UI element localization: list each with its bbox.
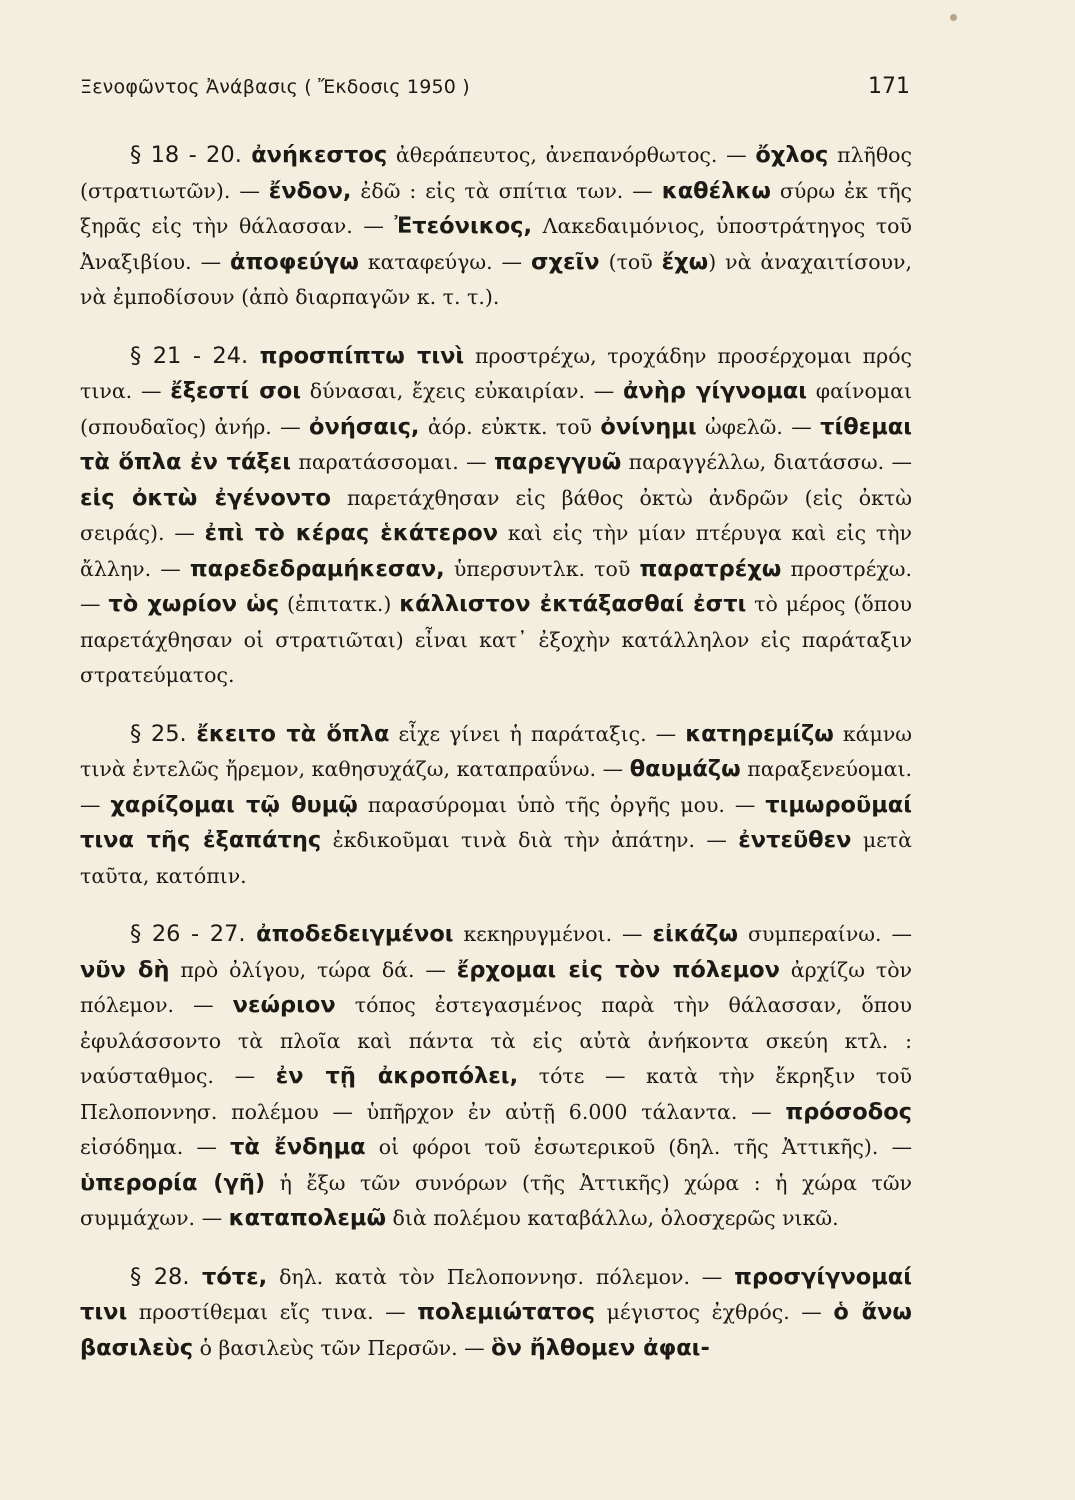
headword: ἀποφεύγω: [230, 248, 359, 275]
headword: εἰκάζω: [652, 921, 739, 947]
gloss-text: ὠφελῶ. —: [696, 414, 821, 439]
headword: ὀνίνημι: [600, 413, 697, 440]
headword: πρόσοδος: [785, 1098, 912, 1125]
headword: παρατρέχω: [639, 555, 782, 582]
gloss-text: ) νὰ ἀναχαιτίσουν, νὰ ἐμποδίσουν (ἀπὸ διαρπαγῶν κ. τ. τ.).: [80, 249, 912, 309]
gloss-text: καὶ εἰς τὴν μίαν πτέρυγα καὶ εἰς τὴν ἄλλην. —: [80, 521, 912, 581]
paragraph-25: [80, 717, 912, 895]
section-marker: § 28.: [130, 1263, 202, 1290]
gloss-text: πλῆθος (στρατιωτῶν). —: [80, 143, 913, 203]
gloss-text: ἀόρ. εὐκτκ. τοῦ: [419, 414, 601, 439]
headword: ἔνδον,: [268, 177, 352, 204]
ink-speck: [950, 14, 957, 21]
gloss-text: φαίνομαι (σπουδαῖος) ἀνήρ. —: [80, 379, 912, 439]
gloss-text: καταφεύγω. —: [358, 249, 531, 274]
gloss-text: ὑπερσυντλκ. τοῦ: [444, 556, 640, 581]
headword: ἐπὶ τὸ κέρας ἑκάτερον: [204, 520, 499, 546]
section-marker: § 26 - 27.: [130, 921, 257, 947]
gloss-text: σύρω ἐκ τῆς ξηρᾶς εἰς τὴν θάλασσαν. —: [80, 178, 912, 238]
gloss-text: παρασύρομαι ὑπὸ τῆς ὀργῆς μου. —: [357, 792, 766, 817]
gloss-text: εἰσόδημα. —: [80, 1135, 231, 1159]
headword: παρεδεδραμήκεσαν,: [189, 555, 445, 582]
headword: ἀποδεδειγμένοι: [256, 921, 454, 947]
gloss-text: ἀρχίζω τὸν πόλεμον. —: [80, 957, 912, 1017]
gloss-text: δηλ. κατὰ τὸν Πελοποννησ. πόλεμον. —: [267, 1264, 735, 1289]
page-number: 171: [868, 74, 910, 99]
headword: πολεμιώτατος: [417, 1299, 596, 1325]
gloss-text: δύνασαι, ἔχεις εὐκαιρίαν. —: [301, 379, 624, 403]
headword: προσγίγνομαί τινι: [80, 1263, 913, 1325]
headword: ἔξεστί σοι: [170, 378, 302, 404]
headword: ὀνήσαις,: [309, 413, 420, 440]
headword: τότε,: [201, 1263, 268, 1290]
gloss-text: συμπεραίνω. —: [738, 922, 912, 946]
gloss-text: Λακεδαιμόνιος, ὑποστράτηγος τοῦ Ἀναξιβίου. —: [80, 214, 912, 274]
headword: ἔχω: [661, 248, 709, 275]
headword: ἔκειτο τὰ ὅπλα: [196, 720, 390, 747]
gloss-text: (ἐπιτατκ.): [279, 592, 400, 616]
headword: ἐντεῦθεν: [738, 827, 852, 853]
headword: νῦν δὴ: [80, 956, 170, 983]
gloss-text: τότε — κατὰ τὴν ἔκρηξιν τοῦ Πελοποννησ. πολέμου — ὑπῆρχον ἐν αὐτῇ 6.000 τάλαντα. —: [80, 1064, 912, 1124]
headword: σχεῖν: [530, 248, 600, 275]
headword: ὁ ἄνω βασιλεὺς: [80, 1299, 912, 1361]
gloss-text: προστίθεμαι εἴς τινα. —: [127, 1300, 418, 1324]
gloss-text: παρετάχθησαν εἰς βάθος ὀκτὼ ἀνδρῶν (εἰς ὀκτὼ σειράς). —: [80, 485, 912, 545]
headword: κάλλιστον ἐκτάξασθαί ἐστι: [399, 591, 747, 617]
headword: ἀνὴρ γίγνομαι: [623, 378, 807, 404]
gloss-text: ἐκδικοῦμαι τινὰ διὰ τὴν ἀπάτην. —: [321, 828, 739, 852]
gloss-text: ὁ βασιλεὺς τῶν Περσῶν. —: [193, 1335, 492, 1360]
gloss-text: εἶχε γίνει ἡ παράταξις. —: [389, 721, 686, 746]
headword: τιμωροῦμαί τινα τῆς ἐξαπάτης: [80, 791, 912, 853]
gloss-text: πρὸ ὀλίγου, τώρα δά. —: [169, 957, 457, 982]
gloss-text: κεκηρυγμένοι. —: [453, 922, 653, 946]
gloss-text: παρατάσσομαι. —: [291, 450, 494, 474]
gloss-text: διὰ πολέμου καταβάλλω, ὁλοσχερῶς νικῶ.: [386, 1206, 839, 1230]
gloss-text: μέγιστος ἐχθρός. —: [595, 1300, 834, 1324]
headword: ὃν ἤλθομεν ἀφαι-: [491, 1334, 710, 1361]
headword: παρεγγυῶ: [493, 449, 622, 475]
paragraph-18-20: [80, 138, 912, 316]
running-title: Ξενοφῶντος Ἀνάβασις ( Ἔκδοσις 1950 ): [80, 76, 470, 98]
headword: χαρίζομαι τῷ θυμῷ: [110, 791, 358, 818]
gloss-text: παραξενεύομαι. —: [80, 757, 912, 817]
gloss-text: παραγγέλλω, διατάσσω. —: [621, 450, 912, 474]
gloss-text: ἐδῶ : εἰς τὰ σπίτια των. —: [351, 178, 662, 203]
headword: ἐν τῇ ἀκροπόλει,: [275, 1063, 519, 1089]
section-marker: § 25.: [130, 720, 197, 747]
gloss-text: προστρέχω. —: [80, 556, 913, 616]
headword: καταπολεμῶ: [228, 1205, 386, 1231]
headword: ἔρχομαι εἰς τὸν πόλεμον: [456, 956, 780, 983]
section-marker: § 18 - 20.: [130, 142, 252, 168]
gloss-text: τὸ μέρος (ὅπου παρετάχθησαν οἱ στρατιῶται) εἶναι κατ᾽ ἐξοχὴν κατάλληλον εἰς παράταξιν στρατεύματος.: [80, 592, 912, 687]
paragraph-21-24: [80, 339, 912, 694]
headword: προσπίπτω τινὶ: [259, 342, 465, 369]
gloss-text: ἀθεράπευτος, ἀνεπανόρθωτος. —: [387, 143, 756, 167]
gloss-text: (τοῦ: [599, 249, 662, 274]
gloss-text: τόπος ἐστεγασμένος παρὰ τὴν θάλασσαν, ὅπου ἐφυλάσσοντο τὰ πλοῖα καὶ πάντα τὰ εἰς αὐτὰ ἀνήκοντα σκεύη κτλ. : ναύσταθμος. —: [80, 993, 912, 1088]
headword: τίθεμαι τὰ ὅπλα ἐν τάξει: [80, 413, 912, 475]
headword: τὸ χωρίον ὡς: [108, 591, 280, 617]
gloss-text: μετὰ ταῦτα, κατόπιν.: [80, 828, 912, 888]
headword: Ἐτεόνικος,: [394, 213, 533, 239]
gloss-text: κάμνω τινὰ ἐντελῶς ἤρεμον, καθησυχάζω, καταπραΰνω. —: [80, 721, 912, 781]
section-marker: § 21 - 24.: [130, 342, 260, 369]
headword: κατηρεμίζω: [685, 720, 834, 747]
headword: ὄχλος: [755, 142, 829, 168]
gloss-text: ἡ ἔξω τῶν συνόρων (τῆς Ἀττικῆς) χώρα : ἡ χώρα τῶν συμμάχων. —: [80, 1170, 912, 1230]
paragraph-26-27: [80, 917, 912, 1237]
headword: καθέλκω: [661, 177, 771, 204]
gloss-text: προστρέχω, τροχάδην προσέρχομαι πρός τινα. —: [80, 343, 913, 403]
headword: ἀνήκεστος: [251, 142, 388, 168]
paragraph-28: [80, 1260, 912, 1367]
headword: νεώριον: [232, 992, 336, 1018]
glossary-body: [80, 138, 912, 1389]
headword: θαυμάζω: [629, 756, 741, 782]
gloss-text: οἱ φόροι τοῦ ἐσωτερικοῦ (δηλ. τῆς Ἀττικῆς). —: [365, 1135, 912, 1159]
headword: εἰς ὀκτὼ ἐγένοντο: [80, 484, 331, 511]
headword: ὑπερορία (γῆ): [80, 1169, 266, 1196]
headword: τὰ ἔνδημα: [230, 1134, 366, 1160]
page-header: [80, 74, 910, 99]
